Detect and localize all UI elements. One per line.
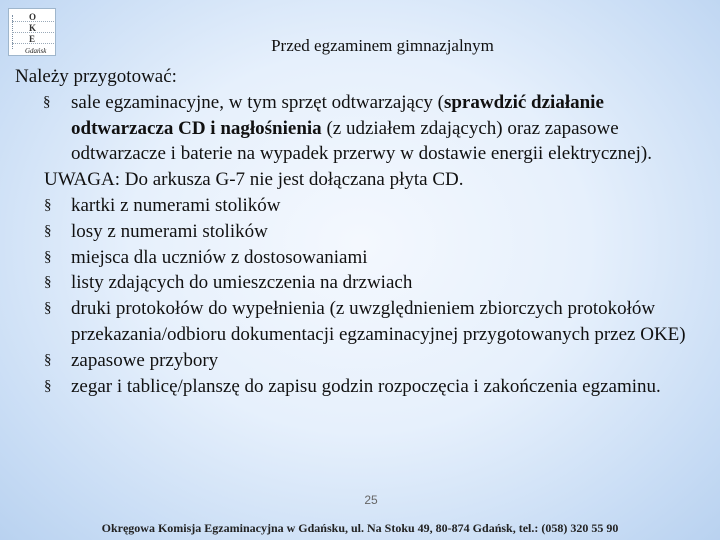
bullet-icon: § xyxy=(44,377,52,394)
item-text: druki protokołów do wypełnienia (z uwzględnieniem zbiorczych protokołów przekazania/odbioru dokumentacji egzaminacyjnej przygotowanych przez OKE) xyxy=(71,298,686,345)
content-heading: Należy przygotować: xyxy=(15,66,177,87)
list-item xyxy=(15,374,705,400)
item-bold-text: sprawdzić działanie odtwarzacza CD i nagłośnienia xyxy=(71,91,604,139)
bullet-icon: § xyxy=(44,300,52,317)
bullet-icon: § xyxy=(44,248,52,265)
footer-address: Okręgowa Komisja Egzaminacyjna w Gdańsku, ul. Na Stoku 49, 80-874 Gdańsk, tel.: (058) 320 55 90 xyxy=(101,521,619,535)
item-text: listy zdających do umieszczenia na drzwiach xyxy=(71,272,413,294)
item-text: kartki z numerami stolików xyxy=(71,194,281,216)
checklist xyxy=(15,193,705,399)
item-text: zegar i tablicę/planszę do zapisu godzin rozpoczęcia i zakończenia egzaminu. xyxy=(71,375,661,397)
item-text: miejsca dla uczniów z dostosowaniami xyxy=(71,246,368,268)
list-item xyxy=(15,90,705,167)
note-text: UWAGA: Do arkusza G-7 nie jest dołączana płyta CD. xyxy=(44,169,464,191)
logo-letter: O xyxy=(29,12,37,22)
bullet-icon: § xyxy=(44,222,52,239)
bullet-icon: § xyxy=(44,196,52,213)
list-item xyxy=(15,296,705,348)
bullet-icon: § xyxy=(43,93,51,110)
logo-city: Gdańsk xyxy=(25,47,47,55)
list-item xyxy=(15,219,705,245)
bullet-icon: § xyxy=(44,274,52,291)
page-number: 25 xyxy=(364,493,378,507)
list-item xyxy=(15,348,705,374)
item-text: sale egzaminacyjne, w tym sprzęt odtwarzający ( xyxy=(71,91,444,113)
logo-letter: K xyxy=(29,23,37,33)
item-text: (z udziałem zdających) oraz zapasowe odtwarzacze i baterie na wypadek przerwy w dostawie energii elektrycznej). xyxy=(71,117,652,165)
slide-content xyxy=(15,64,705,399)
list-item xyxy=(15,193,705,219)
slide-title: Przed egzaminem gimnazjalnym xyxy=(271,36,494,55)
list-item xyxy=(15,270,705,296)
list-item xyxy=(15,245,705,271)
item-text: zapasowe przybory xyxy=(71,349,219,371)
logo-letter: E xyxy=(29,34,36,44)
bullet-icon: § xyxy=(44,351,52,368)
item-text: losy z numerami stolików xyxy=(71,220,268,242)
